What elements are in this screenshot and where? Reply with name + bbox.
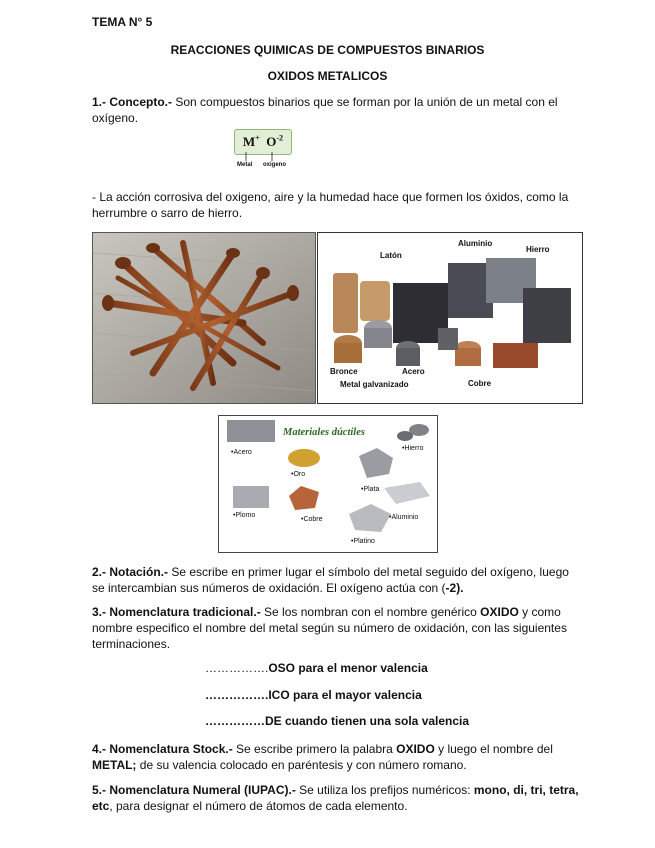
iupac-label: 5.- Nomenclatura Numeral (IUPAC).- <box>92 783 296 797</box>
stock-oxido: OXIDO <box>396 742 435 756</box>
metal-symbol: M <box>242 134 256 149</box>
suffix-oso-dots: ……………. <box>205 661 269 675</box>
metals-photo <box>317 232 583 404</box>
concept-text: Son compuestos binarios que se forman por la unión de un metal con el oxígeno. <box>92 95 558 125</box>
suffix-oso-text: OSO para el menor valencia <box>268 661 428 675</box>
ductile-label-aluminio: •Aluminio <box>389 514 419 521</box>
ductile-label-oro: •Oro <box>291 471 306 478</box>
document-title: REACCIONES QUIMICAS DE COMPUESTOS BINARIOS <box>170 43 485 57</box>
ductile-title: Materiales dúctiles <box>283 427 365 438</box>
ductile-materials-figure <box>218 415 438 553</box>
iupac-text-2: , para designar el número de átomos de cada elemento. <box>109 799 408 813</box>
label-acero: Acero <box>402 367 425 376</box>
stock-metal: METAL; <box>92 758 137 772</box>
stock-text-3: de su valencia colocado en paréntesis y con número romano. <box>136 758 467 772</box>
rusty-nails-photo <box>92 232 316 404</box>
iupac-nomenclature-paragraph <box>92 782 584 814</box>
topic-number: TEMA N° 5 <box>92 15 153 29</box>
metal-label: Metal <box>237 162 253 168</box>
suffix-de-text: DE cuando tienen una sola valencia <box>265 714 470 728</box>
suffix-ico-dots: ……………. <box>205 688 269 702</box>
ductile-label-plomo: •Plomo <box>233 512 256 519</box>
suffix-de-line <box>205 713 469 729</box>
label-aluminio: Aluminio <box>458 239 493 248</box>
oxygen-charge: -2 <box>276 133 284 143</box>
traditional-label: 3.- Nomenclatura tradicional.- <box>92 605 261 619</box>
stock-nomenclature-paragraph <box>92 741 584 773</box>
notation-paragraph <box>92 564 584 596</box>
notation-label: 2.- Notación.- <box>92 565 169 579</box>
oxygen-label: oxigeno <box>263 162 287 168</box>
ductile-label-acero: •Acero <box>231 449 252 456</box>
label-cobre: Cobre <box>468 379 492 388</box>
corrosion-paragraph: - La acción corrosiva del oxigeno, aire y la humedad hace que formen los óxidos, como la herrumbre o sarro de hierro. <box>92 190 569 220</box>
label-metal-galvanizado: Metal galvanizado <box>340 380 409 389</box>
metal-charge: + <box>255 133 260 143</box>
notation-value: -2). <box>445 581 464 595</box>
iupac-text-1: Se utiliza los prefijos numéricos: <box>295 783 474 797</box>
label-laton: Latón <box>380 251 402 260</box>
oxygen-symbol: O <box>266 134 277 149</box>
label-bronce: Bronce <box>330 367 358 376</box>
label-hierro: Hierro <box>526 245 550 254</box>
concept-label: 1.- Concepto.- <box>92 95 172 109</box>
suffix-ico-text: ICO para el mayor valencia <box>268 688 422 702</box>
ductile-label-cobre: •Cobre <box>301 516 323 523</box>
stock-label: 4.- Nomenclatura Stock.- <box>92 742 233 756</box>
notation-text: Se escribe en primer lugar el símbolo del metal seguido del oxígeno, luego se intercambian sus números de oxidación. El oxígeno actúa con ( <box>92 565 569 595</box>
suffix-oso-line <box>205 660 428 676</box>
traditional-oxido: OXIDO <box>480 605 519 619</box>
concept-paragraph <box>92 94 584 126</box>
traditional-nomenclature-paragraph <box>92 604 584 652</box>
ductile-label-plata: •Plata <box>361 486 380 493</box>
traditional-text-2: y como nombre especifico el nombre del metal según su número de oxidación, con las siguientes terminaciones. <box>92 605 567 651</box>
suffix-ico-line <box>205 687 422 703</box>
stock-text-2: y luego el nombre del <box>434 742 553 756</box>
document-subtitle: OXIDOS METALICOS <box>267 69 388 83</box>
ductile-label-platino: •Platino <box>351 538 375 545</box>
stock-text-1: Se escribe primero la palabra <box>232 742 397 756</box>
iupac-prefixes: mono, di, tri, tetra, etc <box>92 783 579 813</box>
suffix-de-dots: …………… <box>205 714 265 728</box>
ductile-label-hierro: •Hierro <box>402 445 424 452</box>
traditional-text-1: Se los nombran con el nombre genérico <box>260 605 481 619</box>
metals-illustration <box>318 233 582 403</box>
